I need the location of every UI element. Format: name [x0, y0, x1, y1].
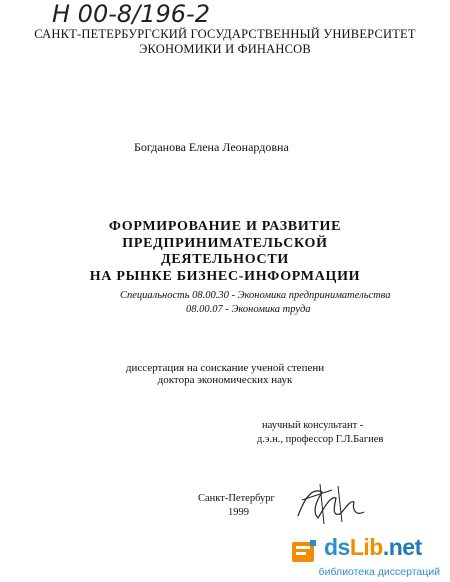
- dslib-watermark: [290, 536, 440, 578]
- specialty-line-1: Специальность 08.00.30 - Экономика предпринимательства: [120, 290, 391, 301]
- degree-line-2: доктора экономических наук: [157, 374, 293, 386]
- degree-line-1: диссертация на соискание ученой степени: [125, 362, 325, 374]
- dslib-tagline: библиотека диссертаций: [318, 566, 440, 578]
- institution-name: [0, 27, 450, 57]
- city: Санкт-Петербург: [198, 493, 275, 504]
- logo-lib: Lib: [349, 534, 383, 560]
- title-line-2: ПРЕДПРИНИМАТЕЛЬСКОЙ: [122, 235, 328, 251]
- consultant-name: д.э.н., профессор Г.Л.Багиев: [257, 434, 384, 445]
- dslib-logo-icon: [290, 538, 318, 566]
- title-line-1: ФОРМИРОВАНИЕ И РАЗВИТИЕ: [108, 219, 342, 234]
- dissertation-degree: [0, 362, 450, 386]
- author-name: Богданова Елена Леонардовна: [134, 140, 289, 154]
- specialty-line-2: 08.00.07 - Экономика труда: [186, 304, 311, 315]
- institution-line-2: ЭКОНОМИКИ И ФИНАНСОВ: [139, 42, 311, 56]
- institution-line-1: САНКТ-ПЕТЕРБУРГСКИЙ ГОСУДАРСТВЕННЫЙ УНИВЕРСИТЕТ: [34, 27, 416, 41]
- handwritten-call-number-text: Н 00-8/196-2: [52, 0, 210, 28]
- logo-net: .net: [382, 534, 422, 560]
- handwritten-call-number: [48, 0, 308, 30]
- title-line-3: ДЕЯТЕЛЬНОСТИ: [161, 252, 289, 267]
- dslib-logo-text: [324, 534, 422, 561]
- signature: [292, 478, 372, 530]
- logo-ds: ds: [324, 534, 350, 560]
- year: 1999: [228, 507, 249, 518]
- consultant-label: научный консультант -: [262, 420, 364, 431]
- dissertation-title: [0, 219, 450, 285]
- title-line-4: НА РЫНКЕ БИЗНЕС-ИНФОРМАЦИИ: [89, 268, 361, 284]
